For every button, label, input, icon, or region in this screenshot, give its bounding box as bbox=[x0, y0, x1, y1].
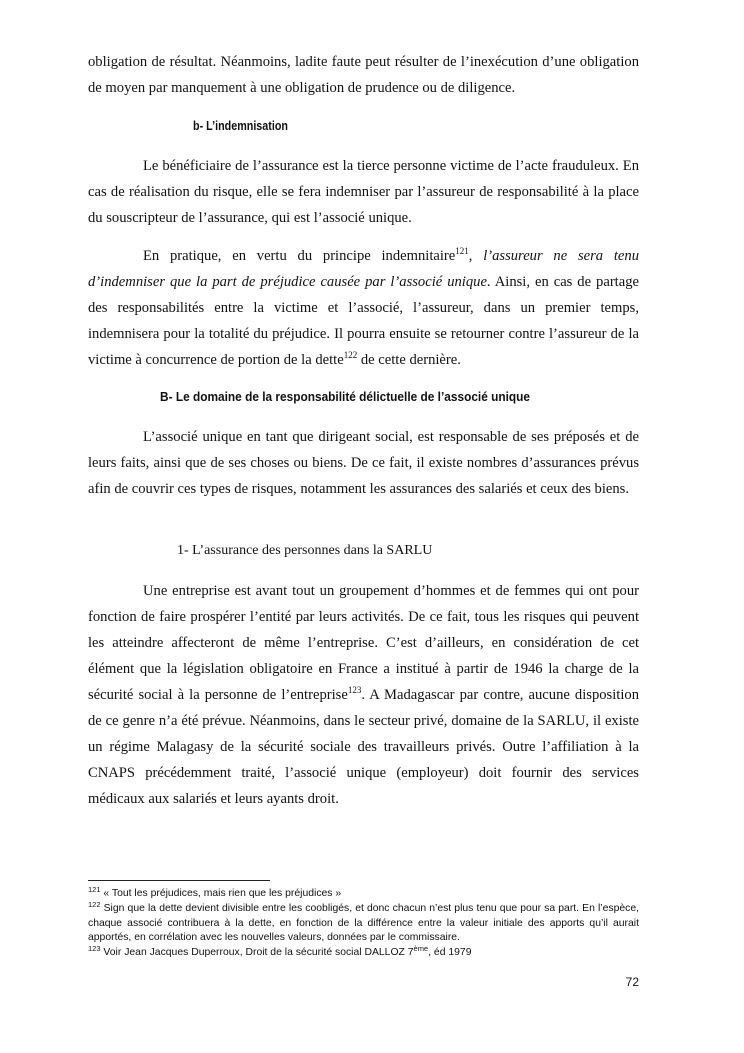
italic-quote: l’assureur ne sera tenu d’indemniser que la part de préjudice causée par l’associé unique bbox=[88, 248, 640, 290]
page-number: 72 bbox=[625, 975, 639, 989]
paragraph-associe-unique: L’associé unique en tant que dirigeant social, est responsable de ses préposés et de leurs faits, ainsi que de ses choses ou biens. De ce fait, il existe nombres d’assurances prévus afin de couvrir ces types de risques, notamment les assurances des salariés et ceux des biens. bbox=[88, 429, 639, 497]
heading-1-assurance-personnes: 1- L’assurance des personnes dans la SARLU bbox=[177, 543, 433, 558]
paragraph-en-pratique: En pratique, en vertu du principe indemnitaire$^{121}$, l’assureur ne sera tenu d’indemniser que la part de préjudice causée par l’associé unique. Ainsi, en cas de partage des responsabilités entre la victime et l’associé, l’assureur, dans un premier temps, indemnisera pour la totalité du préjudice. Il pourra ensuite se retourner contre l’assureur de la victime à concurrence de portion de la dette$^{122}$ de cette dernière. bbox=[88, 246, 640, 368]
paragraph-intro: obligation de résultat. Néanmoins, ladite faute peut résulter de l’inexécution d’une obligation de moyen par manquement à une obligation de prudence ou de diligence. bbox=[88, 54, 639, 96]
footnote-122: $^{122}$ Sign que la dette devient divisible entre les coobligés, et donc chacun n’est plus tenu que pour sa part. En l’espèce, chaque associé contribuera à la dette, en fonction de la différence entre la valeur initiale des apports qu’il aurait apportés, en corrélation avec les nouvelles valeurs, données par le commissaire. bbox=[88, 900, 639, 944]
footnote-123: $^{123}$ Voir Jean Jacques Duperroux, Droit de la sécurité social DALLOZ 7ème, éd 1979 bbox=[88, 944, 472, 958]
paragraph-beneficiaire: Le bénéficiaire de l’assurance est la tierce personne victime de l’acte frauduleux. En cas de réalisation du risque, elle se fera indemniser par l’assureur de responsabilité à la place du souscripteur de l’assurance, qui est l’associé unique. bbox=[88, 158, 639, 226]
paragraph-entreprise: Une entreprise est avant tout un groupement d’hommes et de femmes qui ont pour fonction de faire prospérer l’entité par leurs activités. De ce fait, tous les risques qui peuvent les atteindre affecteront de même l’entreprise. C’est d’ailleurs, en considération de cet élément que la législation obligatoire en France a institué à partir de 1946 la charge de la sécurité social à la personne de l’entreprise$^{123}$. A Madagascar par contre, aucune disposition de ce genre n’a été prévue. Néanmoins, dans le secteur privé, domaine de la SARLU, il existe un régime Malagasy de la sécurité sociale des travailleurs privés. Outre l’affiliation à la CNAPS précédemment traité, l’associé unique (employeur) doit fournir des services médicaux aux salariés et leurs ayants droit. bbox=[88, 583, 639, 807]
footnote-ref-123[interactable]: 123 bbox=[347, 685, 362, 695]
footnote-ref-122[interactable]: 122 bbox=[343, 350, 358, 360]
heading-b-indemnisation: b- L’indemnisation bbox=[193, 119, 288, 133]
footnote-ref-121[interactable]: 121 bbox=[455, 246, 469, 256]
footnote-121: $^{121}$ « Tout les préjudices, mais rien que les préjudices » bbox=[88, 885, 342, 899]
footnote-separator bbox=[88, 880, 270, 881]
heading-B-domaine: B- Le domaine de la responsabilité délictuelle de l’associé unique bbox=[160, 389, 531, 404]
